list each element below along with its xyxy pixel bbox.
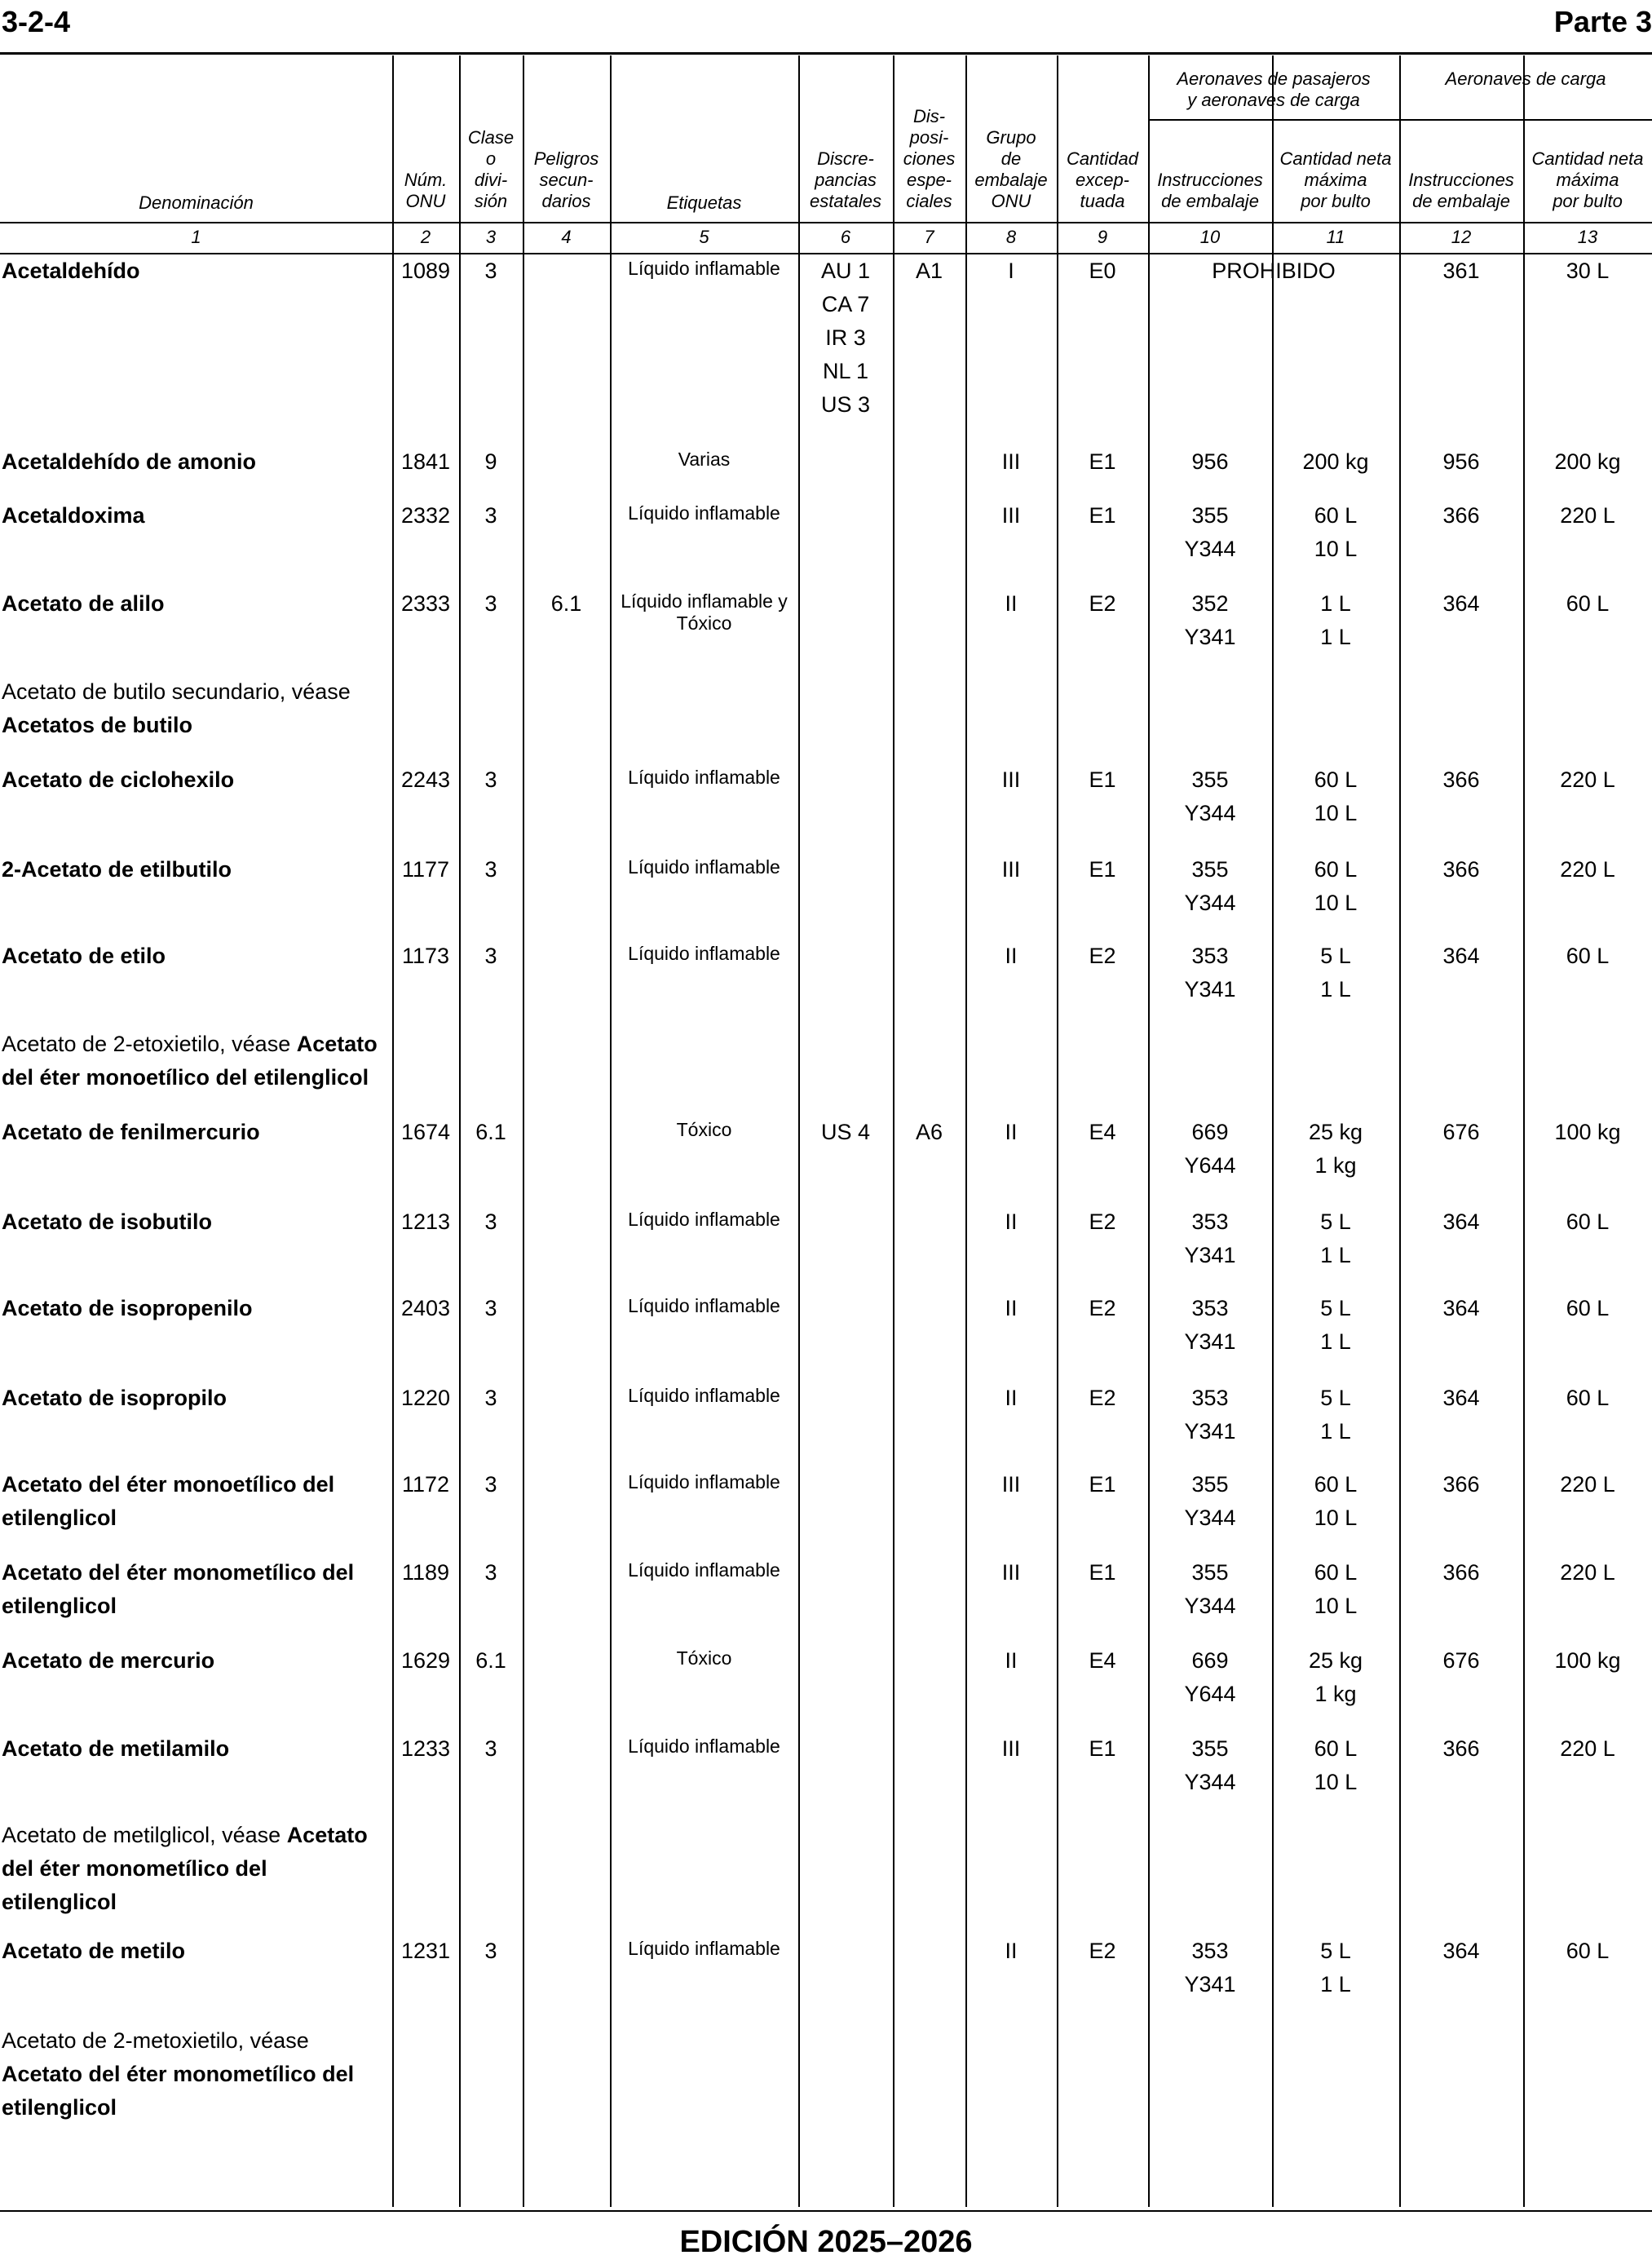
header-rule-line — [1148, 119, 1652, 121]
column-header-4: Peligros secun- darios — [533, 148, 599, 211]
class-division: 3 — [484, 1939, 497, 1963]
column-number-5: 5 — [699, 227, 709, 247]
class-division: 3 — [484, 1296, 497, 1320]
cargo-max-net-quantity: 60 L — [1566, 1209, 1610, 1234]
hazard-label: Líquido inflamable — [628, 1938, 780, 1959]
pax-packing-instruction: 355 Y344 — [1184, 1560, 1236, 1618]
hazard-label: Varias — [678, 449, 731, 470]
name-bold-part: 2-Acetato de etilbutilo — [2, 857, 232, 882]
column-header-9: Cantidad excep- tuada — [1066, 148, 1139, 211]
cargo-packing-instruction: 956 — [1442, 449, 1480, 474]
cargo-packing-instruction: 364 — [1442, 1386, 1480, 1410]
substance-name — [2, 853, 386, 887]
pax-max-net-quantity: 1 L 1 L — [1320, 591, 1351, 649]
pax-max-net-quantity: 60 L 10 L — [1314, 767, 1358, 825]
substance-name — [2, 763, 386, 797]
pax-packing-instruction: 355 Y344 — [1184, 1472, 1236, 1530]
excepted-quantity: E1 — [1089, 449, 1116, 474]
header-rule-line — [0, 222, 1652, 223]
hazard-label: Líquido inflamable — [628, 1471, 780, 1492]
edition-footer: EDICIÓN 2025–2026 — [679, 2225, 973, 2259]
pax-max-net-quantity: 5 L 1 L — [1320, 1209, 1351, 1267]
packing-group: II — [1005, 1386, 1018, 1410]
name-bold-part: Acetato de ciclohexilo — [2, 767, 235, 792]
name-bold-part: Acetato del éter monoetílico del etilenglicol — [2, 1472, 335, 1530]
un-number: 1231 — [400, 1939, 451, 1963]
pax-packing-instruction: 355 Y344 — [1184, 503, 1236, 561]
column-header-11: Cantidad neta máxima por bulto — [1279, 148, 1392, 211]
name-bold-part: Acetato de fenilmercurio — [2, 1120, 260, 1144]
hazard-label: Líquido inflamable — [628, 502, 780, 524]
cargo-max-net-quantity: 220 L — [1560, 857, 1615, 882]
un-number: 1629 — [400, 1648, 451, 1673]
substance-name — [2, 675, 386, 742]
cargo-max-net-quantity: 200 kg — [1554, 449, 1621, 474]
excepted-quantity: E1 — [1089, 503, 1116, 528]
pax-max-net-quantity: 60 L 10 L — [1314, 503, 1358, 561]
pax-max-net-quantity: 60 L 10 L — [1314, 857, 1358, 915]
column-number-8: 8 — [1005, 227, 1017, 247]
state-variations: AU 1 CA 7 IR 3 NL 1 US 3 — [820, 259, 871, 417]
cargo-aircraft-group-header: Aeronaves de carga — [1445, 69, 1606, 89]
class-division: 3 — [484, 1560, 497, 1585]
substance-name — [2, 1292, 386, 1325]
pax-packing-instruction: 353 Y341 — [1184, 1209, 1236, 1267]
un-number: 2333 — [400, 591, 451, 616]
un-number: 1173 — [401, 944, 450, 968]
packing-group: II — [1005, 944, 1018, 968]
packing-group: III — [1001, 1736, 1021, 1761]
forbidden-passenger: PROHIBIDO — [1212, 259, 1336, 283]
packing-group: III — [1001, 503, 1021, 528]
column-header-7: Dis- posi- ciones espe- ciales — [903, 106, 956, 211]
substance-name — [2, 1116, 386, 1149]
hazard-label: Tóxico — [676, 1647, 732, 1669]
packing-group: III — [1001, 767, 1021, 792]
class-division: 6.1 — [475, 1120, 506, 1144]
packing-group: III — [1001, 1560, 1021, 1585]
substance-name — [2, 1935, 386, 1968]
excepted-quantity: E0 — [1089, 259, 1116, 283]
pax-packing-instruction: 355 Y344 — [1184, 1736, 1236, 1794]
column-header-6: Discre- pancias estatales — [809, 148, 882, 211]
cargo-max-net-quantity: 220 L — [1560, 767, 1615, 792]
column-number-11: 11 — [1326, 227, 1345, 247]
pax-max-net-quantity: 200 kg — [1302, 449, 1369, 474]
class-division: 3 — [484, 944, 497, 968]
hazard-label: Líquido inflamable — [628, 856, 780, 878]
state-variations: US 4 — [820, 1120, 871, 1144]
special-provisions: A1 — [915, 259, 943, 283]
substance-name — [2, 499, 386, 533]
excepted-quantity: E4 — [1089, 1648, 1116, 1673]
column-number-1: 1 — [191, 227, 201, 247]
name-bold-part: Acetatos de butilo — [2, 713, 193, 737]
name-bold-part: Acetato de alilo — [2, 591, 165, 616]
cargo-packing-instruction: 366 — [1442, 1736, 1480, 1761]
name-bold-part: Acetato del éter monometílico del etilenglicol — [2, 2062, 355, 2120]
substance-name — [2, 1382, 386, 1415]
excepted-quantity: E2 — [1089, 1939, 1116, 1963]
hazard-label: Líquido inflamable — [628, 1559, 780, 1581]
substance-name — [2, 1028, 386, 1094]
pax-packing-instruction: 956 — [1191, 449, 1229, 474]
name-bold-part: Acetaldehído de amonio — [2, 449, 257, 474]
column-header-10: Instrucciones de embalaje — [1157, 170, 1263, 211]
hazard-label: Líquido inflamable — [628, 1209, 780, 1230]
class-division: 3 — [484, 857, 497, 882]
part-label: Parte 3 — [1553, 5, 1652, 38]
name-plain-part: Acetato de 2-etoxietilo, véase — [2, 1032, 297, 1056]
column-number-4: 4 — [561, 227, 572, 247]
un-number: 2403 — [400, 1296, 451, 1320]
substance-name — [2, 1644, 386, 1678]
hazard-label: Tóxico — [676, 1119, 732, 1140]
name-bold-part: Acetato de etilo — [2, 944, 166, 968]
cargo-packing-instruction: 366 — [1442, 503, 1480, 528]
hazard-label: Líquido inflamable y Tóxico — [621, 590, 788, 634]
un-number: 1841 — [400, 449, 451, 474]
excepted-quantity: E1 — [1089, 857, 1116, 882]
name-bold-part: Acetato de mercurio — [2, 1648, 215, 1673]
cargo-max-net-quantity: 60 L — [1566, 1939, 1610, 1963]
excepted-quantity: E1 — [1089, 1560, 1116, 1585]
pax-packing-instruction: 353 Y341 — [1184, 1939, 1236, 1996]
pax-max-net-quantity: 5 L 1 L — [1320, 1296, 1351, 1354]
cargo-max-net-quantity: 100 kg — [1554, 1648, 1621, 1673]
substance-name — [2, 1205, 386, 1239]
excepted-quantity: E1 — [1089, 1736, 1116, 1761]
name-bold-part: Acetato del éter monometílico del etilenglicol — [2, 1823, 368, 1914]
class-division: 3 — [484, 1472, 497, 1497]
cargo-max-net-quantity: 100 kg — [1554, 1120, 1621, 1144]
hazard-label: Líquido inflamable — [628, 1295, 780, 1316]
cargo-max-net-quantity: 220 L — [1560, 1560, 1615, 1585]
cargo-packing-instruction: 364 — [1442, 1209, 1480, 1234]
class-division: 3 — [484, 259, 497, 283]
pax-max-net-quantity: 5 L 1 L — [1320, 1386, 1351, 1444]
cargo-packing-instruction: 366 — [1442, 767, 1480, 792]
cargo-max-net-quantity: 60 L — [1566, 1386, 1610, 1410]
pax-packing-instruction: 353 Y341 — [1184, 1296, 1236, 1354]
excepted-quantity: E1 — [1089, 1472, 1116, 1497]
column-number-12: 12 — [1451, 227, 1472, 247]
pax-max-net-quantity: 60 L 10 L — [1314, 1736, 1358, 1794]
substance-name — [2, 2024, 386, 2125]
name-bold-part: Acetato de metilo — [2, 1939, 186, 1963]
un-number: 1189 — [401, 1560, 450, 1585]
cargo-packing-instruction: 364 — [1442, 944, 1480, 968]
pax-packing-instruction: 353 Y341 — [1184, 944, 1236, 1002]
un-number: 1674 — [400, 1120, 451, 1144]
excepted-quantity: E2 — [1089, 944, 1116, 968]
excepted-quantity: E2 — [1089, 1296, 1116, 1320]
page-header — [0, 2, 1652, 49]
substance-name — [2, 1556, 386, 1623]
name-bold-part: Acetaldoxima — [2, 503, 145, 528]
substance-name — [2, 1468, 386, 1535]
un-number: 1177 — [401, 857, 450, 882]
pax-max-net-quantity: 25 kg 1 kg — [1308, 1120, 1363, 1178]
cargo-max-net-quantity: 60 L — [1566, 1296, 1610, 1320]
hazard-label: Líquido inflamable — [628, 943, 780, 964]
un-number: 2243 — [400, 767, 451, 792]
class-division: 3 — [484, 1209, 497, 1234]
pax-packing-instruction: 669 Y644 — [1184, 1120, 1236, 1178]
substance-name — [2, 940, 386, 973]
un-number: 1213 — [400, 1209, 451, 1234]
header-rule — [0, 52, 1652, 55]
column-header-8: Grupo de embalaje ONU — [974, 127, 1048, 211]
packing-group: II — [1005, 1209, 1018, 1234]
column-header-13: Cantidad neta máxima por bulto — [1531, 148, 1644, 211]
excepted-quantity: E1 — [1089, 767, 1116, 792]
column-header-12: Instrucciones de embalaje — [1408, 170, 1514, 211]
packing-group: III — [1001, 857, 1021, 882]
column-number-13: 13 — [1577, 227, 1598, 247]
column-header-3: Clase o divi- sión — [467, 127, 515, 211]
special-provisions: A6 — [915, 1120, 943, 1144]
cargo-max-net-quantity: 220 L — [1560, 1472, 1615, 1497]
excepted-quantity: E2 — [1089, 1386, 1116, 1410]
name-plain-part: Acetato de metilglicol, véase — [2, 1823, 287, 1847]
column-header-2: Núm. ONU — [404, 170, 448, 211]
cargo-max-net-quantity: 30 L — [1566, 259, 1610, 283]
cargo-packing-instruction: 361 — [1442, 259, 1480, 283]
footer-rule — [0, 2210, 1652, 2212]
cargo-packing-instruction: 676 — [1442, 1120, 1480, 1144]
class-division: 3 — [484, 1386, 497, 1410]
name-bold-part: Acetato de isobutilo — [2, 1209, 213, 1234]
un-number: 1089 — [400, 259, 451, 283]
hazard-label: Líquido inflamable — [628, 1385, 780, 1406]
pax-max-net-quantity: 25 kg 1 kg — [1308, 1648, 1363, 1706]
un-number: 1172 — [401, 1472, 450, 1497]
packing-group: II — [1005, 1648, 1018, 1673]
un-number: 1233 — [400, 1736, 451, 1761]
packing-group: III — [1001, 1472, 1021, 1497]
name-plain-part: Acetato de 2-metoxietilo, véase — [2, 2028, 309, 2053]
pax-max-net-quantity: 60 L 10 L — [1314, 1560, 1358, 1618]
class-division: 3 — [484, 503, 497, 528]
cargo-packing-instruction: 364 — [1442, 1939, 1480, 1963]
packing-group: II — [1005, 1120, 1018, 1144]
column-header-1: Denominación — [139, 192, 254, 213]
packing-group: II — [1005, 1939, 1018, 1963]
name-bold-part: Acetaldehído — [2, 259, 140, 283]
pax-packing-instruction: 353 Y341 — [1184, 1386, 1236, 1444]
substance-name — [2, 587, 386, 621]
hazard-label: Líquido inflamable — [628, 1736, 780, 1757]
pax-packing-instruction: 352 Y341 — [1184, 591, 1236, 649]
pax-packing-instruction: 355 Y344 — [1184, 767, 1236, 825]
column-number-9: 9 — [1097, 227, 1108, 247]
excepted-quantity: E2 — [1089, 1209, 1116, 1234]
un-number: 1220 — [400, 1386, 451, 1410]
name-bold-part: Acetato de isopropilo — [2, 1386, 227, 1410]
pax-max-net-quantity: 5 L 1 L — [1320, 944, 1351, 1002]
class-division: 3 — [484, 1736, 497, 1761]
cargo-packing-instruction: 676 — [1442, 1648, 1480, 1673]
substance-name — [2, 1819, 386, 1919]
un-number: 2332 — [400, 503, 451, 528]
column-number-3: 3 — [485, 227, 497, 247]
name-bold-part: Acetato de metilamilo — [2, 1736, 230, 1761]
packing-group: I — [1008, 259, 1014, 283]
cargo-max-net-quantity: 220 L — [1560, 503, 1615, 528]
hazard-label: Líquido inflamable — [628, 258, 780, 279]
passenger-aircraft-group-header: Aeronaves de pasajeros y aeronaves de carga — [1177, 69, 1371, 110]
substance-name — [2, 445, 386, 479]
cargo-packing-instruction: 366 — [1442, 1472, 1480, 1497]
class-division: 3 — [484, 767, 497, 792]
pax-max-net-quantity: 5 L 1 L — [1320, 1939, 1351, 1996]
name-bold-part: Acetato del éter monometílico del etilenglicol — [2, 1560, 355, 1618]
column-number-7: 7 — [924, 227, 934, 247]
hazard-label: Líquido inflamable — [628, 767, 780, 788]
packing-group: III — [1001, 449, 1021, 474]
class-division: 9 — [484, 449, 497, 474]
column-header-5: Etiquetas — [666, 192, 742, 213]
packing-group: II — [1005, 1296, 1018, 1320]
column-divider — [523, 55, 524, 2207]
column-number-2: 2 — [420, 227, 431, 247]
pax-packing-instruction: 355 Y344 — [1184, 857, 1236, 915]
packing-group: II — [1005, 591, 1018, 616]
cargo-packing-instruction: 364 — [1442, 1296, 1480, 1320]
pax-packing-instruction: 669 Y644 — [1184, 1648, 1236, 1706]
subsidiary-hazard: 6.1 — [550, 591, 582, 616]
name-bold-part: Acetato de isopropenilo — [2, 1296, 253, 1320]
cargo-max-net-quantity: 60 L — [1566, 591, 1610, 616]
class-division: 6.1 — [475, 1648, 506, 1673]
column-number-10: 10 — [1199, 227, 1221, 247]
substance-name — [2, 254, 386, 288]
section-number: 3-2-4 — [2, 5, 71, 38]
cargo-packing-instruction: 366 — [1442, 857, 1480, 882]
excepted-quantity: E4 — [1089, 1120, 1116, 1144]
excepted-quantity: E2 — [1089, 591, 1116, 616]
cargo-packing-instruction: 366 — [1442, 1560, 1480, 1585]
name-plain-part: Acetato de butilo secundario, véase — [2, 679, 351, 704]
cargo-max-net-quantity: 60 L — [1566, 944, 1610, 968]
pax-max-net-quantity: 60 L 10 L — [1314, 1472, 1358, 1530]
column-number-6: 6 — [840, 227, 851, 247]
name-bold-part: Acetato del éter monoetílico del etilenglicol — [2, 1032, 378, 1090]
cargo-max-net-quantity: 220 L — [1560, 1736, 1615, 1761]
substance-name — [2, 1732, 386, 1766]
cargo-packing-instruction: 364 — [1442, 591, 1480, 616]
class-division: 3 — [484, 591, 497, 616]
